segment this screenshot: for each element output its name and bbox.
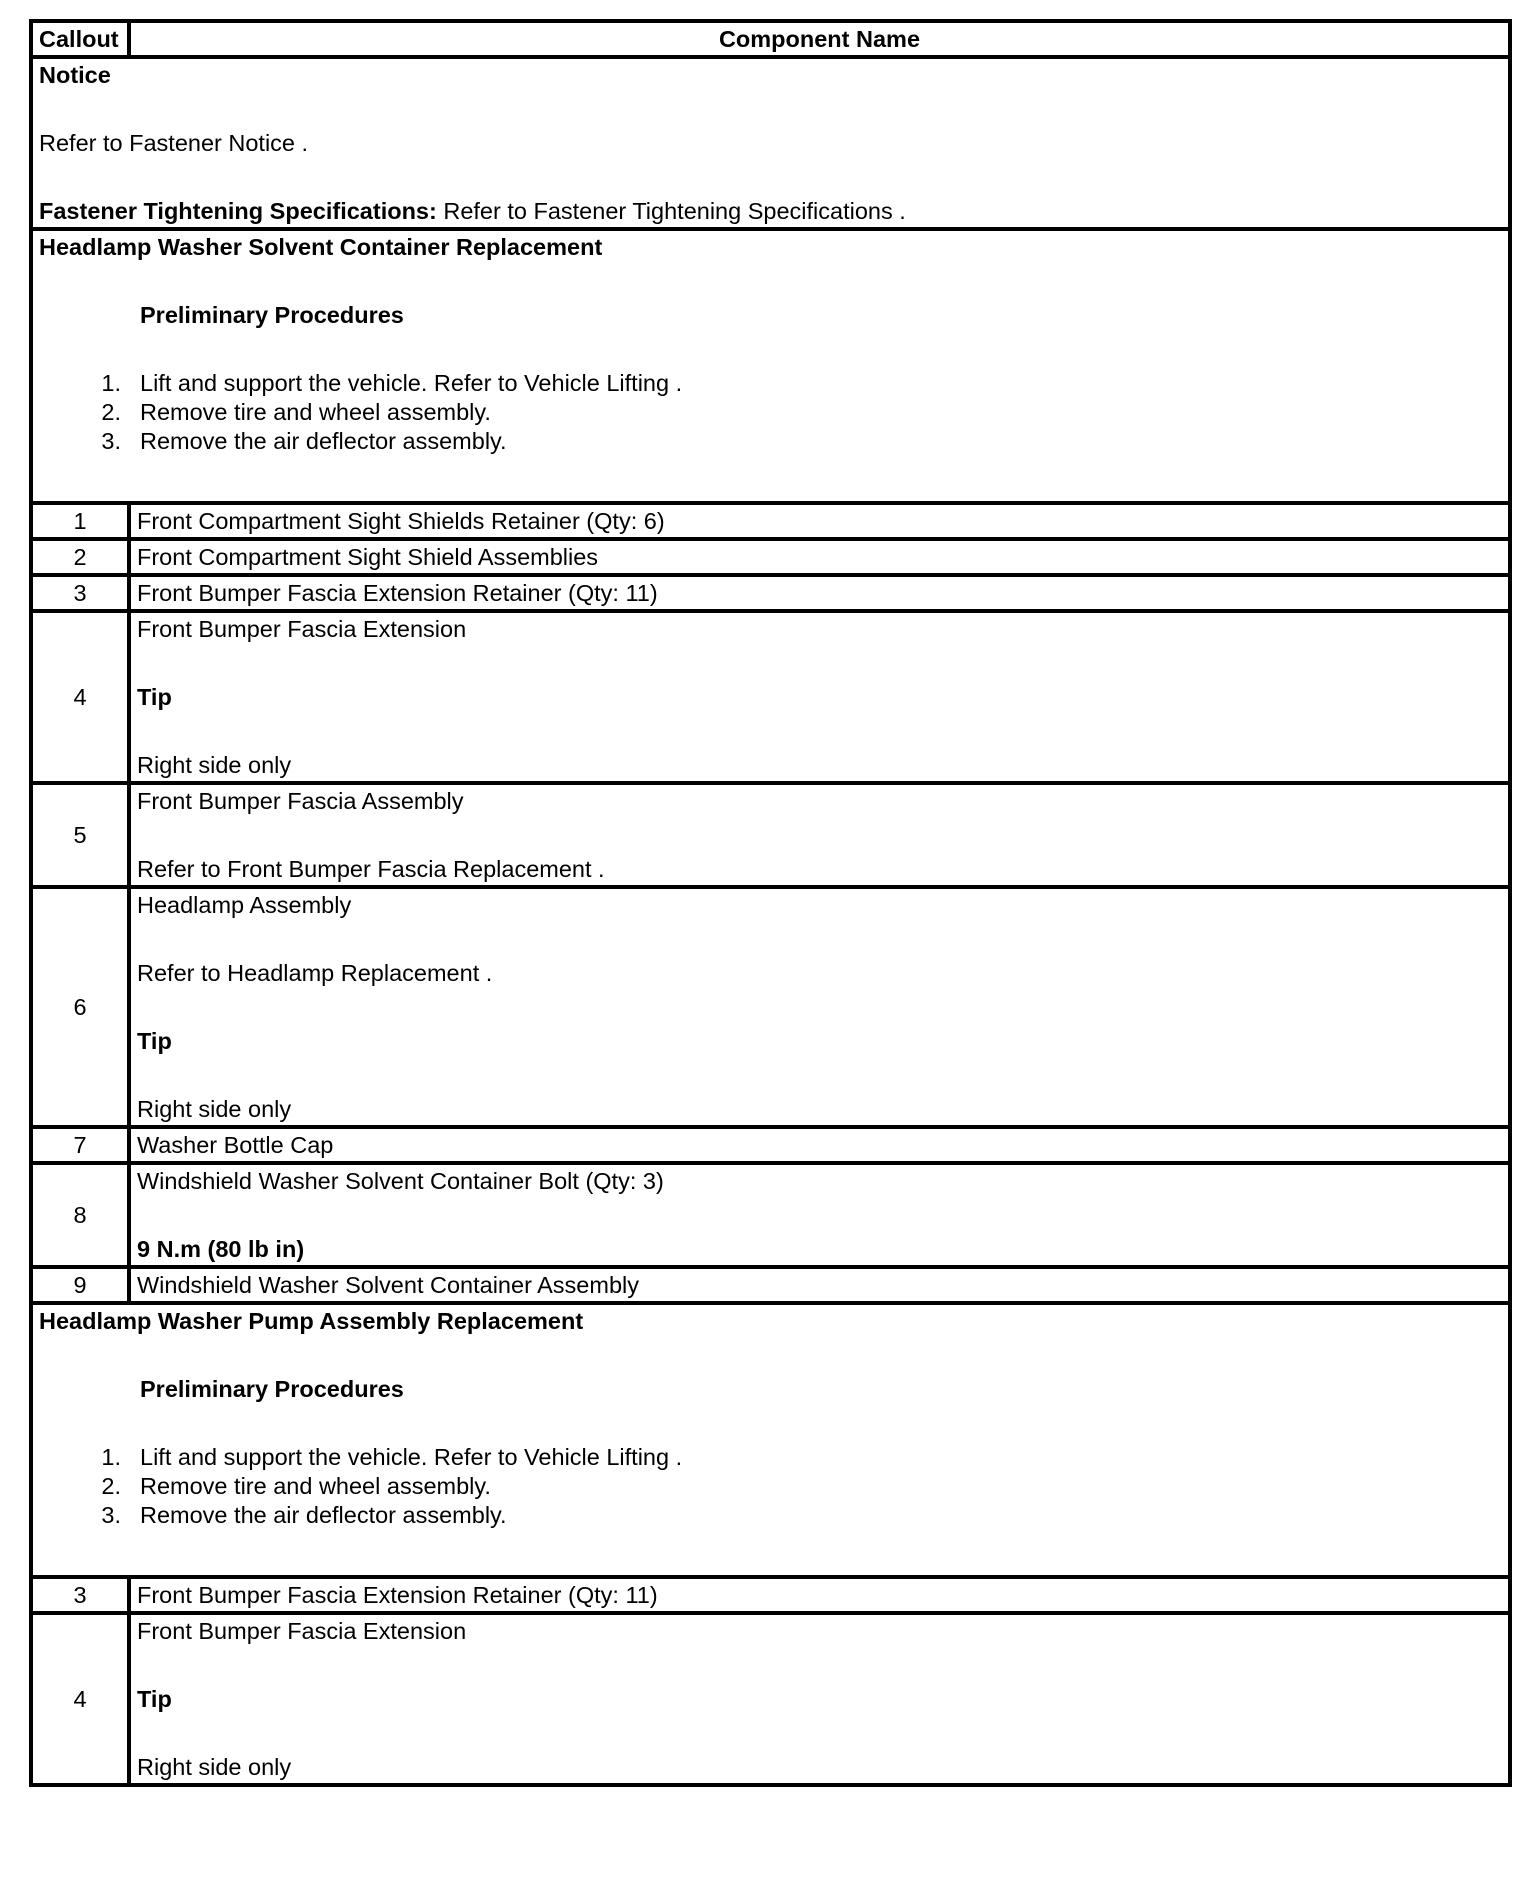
step-item: 2. Remove tire and wheel assembly. (101, 399, 491, 425)
table-row (31, 1163, 1510, 1267)
callout-number: 2 (31, 539, 129, 575)
preliminary-steps (39, 369, 1502, 456)
notice-row (31, 57, 1510, 229)
preliminary-procedures-title: Preliminary Procedures (140, 1376, 404, 1402)
notice-cell (31, 57, 1510, 229)
step-item: 2. Remove tire and wheel assembly. (101, 1473, 491, 1499)
component-name: Front Bumper Fascia Extension Retainer (Qty: 11) (129, 1577, 1510, 1613)
table-row (31, 1577, 1510, 1613)
table-row (31, 539, 1510, 575)
component-table (29, 19, 1512, 1787)
tip-text: Right side only (137, 1754, 292, 1780)
section-row (31, 1303, 1510, 1577)
component-cell (129, 783, 1510, 887)
table-row (31, 887, 1510, 1127)
step-item: 1. Lift and support the vehicle. Refer to Vehicle Lifting . (101, 1444, 683, 1470)
component-name-header: Component Name (129, 21, 1510, 57)
table-row (31, 783, 1510, 887)
component-name: Front Bumper Fascia Extension (137, 616, 467, 642)
refer-text: Refer to Front Bumper Fascia Replacement . (137, 856, 605, 882)
tip-label: Tip (137, 1028, 172, 1054)
tip-text: Right side only (137, 1096, 292, 1122)
table-row (31, 611, 1510, 783)
table-row (31, 503, 1510, 539)
component-cell (129, 611, 1510, 783)
callout-number: 3 (31, 575, 129, 611)
step-item: 3. Remove the air deflector assembly. (101, 428, 507, 454)
section-cell (31, 1303, 1510, 1577)
tip-label: Tip (137, 1686, 172, 1712)
section-title: Headlamp Washer Pump Assembly Replacement (39, 1308, 584, 1334)
component-name: Windshield Washer Solvent Container Assembly (129, 1267, 1510, 1303)
section-cell (31, 229, 1510, 503)
step-item: 1. Lift and support the vehicle. Refer to Vehicle Lifting . (101, 370, 683, 396)
callout-number: 6 (31, 887, 129, 1127)
fastener-spec-text: Refer to Fastener Tightening Specifications . (436, 198, 906, 224)
callout-number: 1 (31, 503, 129, 539)
preliminary-procedures-title: Preliminary Procedures (140, 302, 404, 328)
component-name: Headlamp Assembly (137, 892, 352, 918)
component-cell (129, 1163, 1510, 1267)
callout-number: 5 (31, 783, 129, 887)
component-cell (129, 1613, 1510, 1785)
callout-number: 4 (31, 1613, 129, 1785)
component-name: Front Compartment Sight Shields Retainer (Qty: 6) (129, 503, 1510, 539)
tip-label: Tip (137, 684, 172, 710)
step-item: 3. Remove the air deflector assembly. (101, 1502, 507, 1528)
callout-number: 7 (31, 1127, 129, 1163)
component-name: Front Bumper Fascia Assembly (137, 788, 464, 814)
torque-spec: 9 N.m (80 lb in) (137, 1236, 305, 1262)
section-row (31, 229, 1510, 503)
refer-text: Refer to Headlamp Replacement . (137, 960, 493, 986)
tip-text: Right side only (137, 752, 292, 778)
component-name: Windshield Washer Solvent Container Bolt (Qty: 3) (137, 1168, 664, 1194)
callout-number: 8 (31, 1163, 129, 1267)
component-cell (129, 887, 1510, 1127)
section-title: Headlamp Washer Solvent Container Replacement (39, 234, 603, 260)
callout-header: Callout (31, 21, 129, 57)
fastener-spec-line (39, 197, 1502, 226)
table-row (31, 1613, 1510, 1785)
callout-number: 9 (31, 1267, 129, 1303)
callout-number: 3 (31, 1577, 129, 1613)
callout-number: 4 (31, 611, 129, 783)
table-row (31, 1127, 1510, 1163)
component-name: Front Bumper Fascia Extension Retainer (Qty: 11) (129, 575, 1510, 611)
notice-text: Refer to Fastener Notice . (39, 130, 309, 156)
notice-title: Notice (39, 62, 111, 88)
fastener-spec-label: Fastener Tightening Specifications: (39, 198, 437, 224)
table-row (31, 1267, 1510, 1303)
table-header-row (31, 21, 1510, 57)
preliminary-steps (39, 1443, 1502, 1530)
component-name: Front Bumper Fascia Extension (137, 1618, 467, 1644)
component-name: Front Compartment Sight Shield Assemblies (129, 539, 1510, 575)
component-name: Washer Bottle Cap (129, 1127, 1510, 1163)
table-row (31, 575, 1510, 611)
